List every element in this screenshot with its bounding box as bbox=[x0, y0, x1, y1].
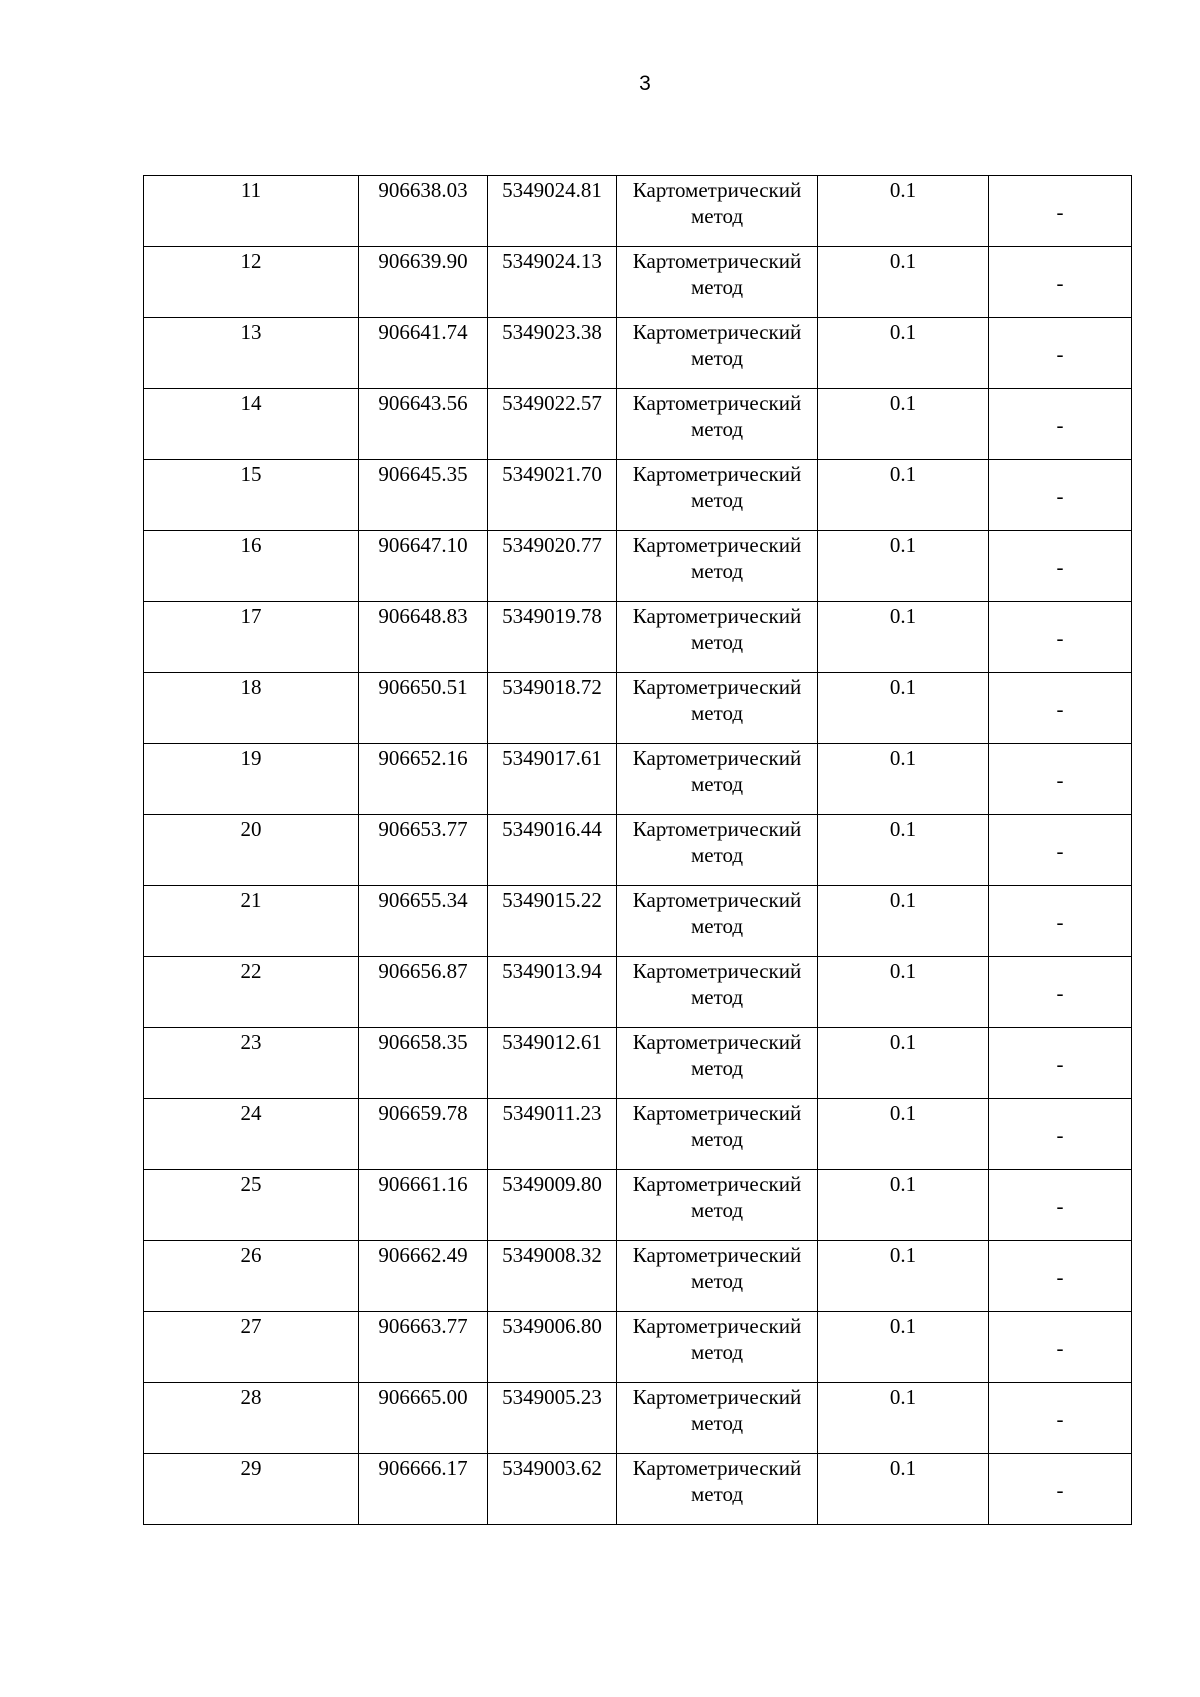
x-coordinate: 906661.16 bbox=[378, 1172, 468, 1196]
method: Картометрический метод bbox=[632, 533, 802, 583]
accuracy-cell bbox=[818, 1241, 989, 1312]
method: Картометрический метод bbox=[632, 817, 802, 867]
accuracy-cell bbox=[818, 247, 989, 318]
description: - bbox=[1056, 1477, 1064, 1502]
description: - bbox=[1056, 1335, 1064, 1360]
description-cell bbox=[989, 389, 1132, 460]
accuracy-cell bbox=[818, 318, 989, 389]
accuracy-cell bbox=[818, 673, 989, 744]
accuracy: 0.1 bbox=[889, 675, 917, 699]
y-coordinate: 5349013.94 bbox=[502, 959, 602, 983]
y-coordinate-cell bbox=[488, 957, 617, 1028]
x-coordinate-cell bbox=[359, 744, 488, 815]
accuracy-cell bbox=[818, 176, 989, 247]
description: - bbox=[1056, 270, 1064, 295]
y-coordinate: 5349003.62 bbox=[502, 1456, 602, 1480]
x-coordinate-cell bbox=[359, 318, 488, 389]
point-number: 11 bbox=[240, 178, 262, 202]
accuracy-cell bbox=[818, 389, 989, 460]
y-coordinate: 5349015.22 bbox=[502, 888, 602, 912]
method: Картометрический метод bbox=[632, 959, 802, 1009]
y-coordinate: 5349022.57 bbox=[502, 391, 602, 415]
description-cell bbox=[989, 1383, 1132, 1454]
accuracy: 0.1 bbox=[889, 1172, 917, 1196]
y-coordinate-cell bbox=[488, 1099, 617, 1170]
description-cell bbox=[989, 318, 1132, 389]
point-number-cell bbox=[144, 318, 359, 389]
x-coordinate-cell bbox=[359, 531, 488, 602]
x-coordinate-cell bbox=[359, 1241, 488, 1312]
table-row bbox=[144, 744, 1132, 815]
description: - bbox=[1056, 1051, 1064, 1076]
y-coordinate-cell bbox=[488, 318, 617, 389]
table-row bbox=[144, 318, 1132, 389]
description: - bbox=[1056, 554, 1064, 579]
table-row bbox=[144, 602, 1132, 673]
method-cell bbox=[617, 1383, 818, 1454]
point-number: 14 bbox=[240, 391, 262, 415]
y-coordinate: 5349024.13 bbox=[502, 249, 602, 273]
y-coordinate: 5349017.61 bbox=[502, 746, 602, 770]
point-number-cell bbox=[144, 1170, 359, 1241]
accuracy: 0.1 bbox=[889, 320, 917, 344]
description-cell bbox=[989, 1028, 1132, 1099]
y-coordinate-cell bbox=[488, 1454, 617, 1525]
point-number: 25 bbox=[240, 1172, 262, 1196]
table-row bbox=[144, 531, 1132, 602]
description: - bbox=[1056, 1406, 1064, 1431]
accuracy-cell bbox=[818, 744, 989, 815]
method: Картометрический метод bbox=[632, 675, 802, 725]
table-row bbox=[144, 460, 1132, 531]
description: - bbox=[1056, 696, 1064, 721]
x-coordinate-cell bbox=[359, 1454, 488, 1525]
x-coordinate: 906643.56 bbox=[378, 391, 468, 415]
x-coordinate-cell bbox=[359, 1028, 488, 1099]
method-cell bbox=[617, 886, 818, 957]
method-cell bbox=[617, 673, 818, 744]
point-number: 22 bbox=[240, 959, 262, 983]
accuracy-cell bbox=[818, 1454, 989, 1525]
method: Картометрический метод bbox=[632, 1385, 802, 1435]
point-number: 21 bbox=[240, 888, 262, 912]
accuracy-cell bbox=[818, 1028, 989, 1099]
point-number-cell bbox=[144, 531, 359, 602]
x-coordinate: 906648.83 bbox=[378, 604, 468, 628]
method: Картометрический метод bbox=[632, 462, 802, 512]
x-coordinate-cell bbox=[359, 1383, 488, 1454]
method-cell bbox=[617, 1099, 818, 1170]
point-number-cell bbox=[144, 176, 359, 247]
description-cell bbox=[989, 531, 1132, 602]
method-cell bbox=[617, 1028, 818, 1099]
accuracy: 0.1 bbox=[889, 178, 917, 202]
table-row bbox=[144, 1241, 1132, 1312]
description-cell bbox=[989, 1241, 1132, 1312]
method: Картометрический метод bbox=[632, 320, 802, 370]
y-coordinate-cell bbox=[488, 1028, 617, 1099]
method-cell bbox=[617, 247, 818, 318]
x-coordinate: 906665.00 bbox=[378, 1385, 468, 1409]
x-coordinate: 906662.49 bbox=[378, 1243, 468, 1267]
method-cell bbox=[617, 1454, 818, 1525]
y-coordinate-cell bbox=[488, 531, 617, 602]
table-row bbox=[144, 1099, 1132, 1170]
accuracy-cell bbox=[818, 1312, 989, 1383]
method: Картометрический метод bbox=[632, 391, 802, 441]
table-row bbox=[144, 247, 1132, 318]
method-cell bbox=[617, 1312, 818, 1383]
accuracy: 0.1 bbox=[889, 959, 917, 983]
x-coordinate-cell bbox=[359, 815, 488, 886]
description-cell bbox=[989, 1312, 1132, 1383]
x-coordinate: 906666.17 bbox=[378, 1456, 468, 1480]
x-coordinate-cell bbox=[359, 389, 488, 460]
accuracy: 0.1 bbox=[889, 1243, 917, 1267]
description-cell bbox=[989, 1170, 1132, 1241]
accuracy: 0.1 bbox=[889, 1030, 917, 1054]
x-coordinate: 906639.90 bbox=[378, 249, 468, 273]
table-row bbox=[144, 1454, 1132, 1525]
method: Картометрический метод bbox=[632, 1243, 802, 1293]
y-coordinate-cell bbox=[488, 247, 617, 318]
method: Картометрический метод bbox=[632, 1172, 802, 1222]
point-number-cell bbox=[144, 460, 359, 531]
accuracy-cell bbox=[818, 1099, 989, 1170]
method-cell bbox=[617, 318, 818, 389]
description-cell bbox=[989, 247, 1132, 318]
point-number-cell bbox=[144, 1099, 359, 1170]
x-coordinate: 906658.35 bbox=[378, 1030, 468, 1054]
x-coordinate: 906663.77 bbox=[378, 1314, 468, 1338]
accuracy: 0.1 bbox=[889, 817, 917, 841]
y-coordinate: 5349011.23 bbox=[502, 1101, 602, 1125]
method-cell bbox=[617, 744, 818, 815]
x-coordinate: 906641.74 bbox=[378, 320, 468, 344]
accuracy-cell bbox=[818, 531, 989, 602]
point-number-cell bbox=[144, 886, 359, 957]
point-number: 16 bbox=[240, 533, 262, 557]
accuracy: 0.1 bbox=[889, 604, 917, 628]
x-coordinate: 906656.87 bbox=[378, 959, 468, 983]
accuracy-cell bbox=[818, 886, 989, 957]
description: - bbox=[1056, 980, 1064, 1005]
method-cell bbox=[617, 602, 818, 673]
accuracy: 0.1 bbox=[889, 1101, 917, 1125]
description-cell bbox=[989, 176, 1132, 247]
description-cell bbox=[989, 886, 1132, 957]
x-coordinate: 906652.16 bbox=[378, 746, 468, 770]
point-number-cell bbox=[144, 957, 359, 1028]
y-coordinate-cell bbox=[488, 176, 617, 247]
y-coordinate: 5349006.80 bbox=[502, 1314, 602, 1338]
x-coordinate-cell bbox=[359, 1312, 488, 1383]
method-cell bbox=[617, 957, 818, 1028]
point-number-cell bbox=[144, 247, 359, 318]
y-coordinate: 5349008.32 bbox=[502, 1243, 602, 1267]
y-coordinate-cell bbox=[488, 673, 617, 744]
x-coordinate-cell bbox=[359, 1099, 488, 1170]
y-coordinate-cell bbox=[488, 744, 617, 815]
method: Картометрический метод bbox=[632, 1030, 802, 1080]
y-coordinate-cell bbox=[488, 389, 617, 460]
accuracy-cell bbox=[818, 1170, 989, 1241]
point-number-cell bbox=[144, 602, 359, 673]
description: - bbox=[1056, 625, 1064, 650]
description-cell bbox=[989, 957, 1132, 1028]
point-number-cell bbox=[144, 1454, 359, 1525]
description-cell bbox=[989, 815, 1132, 886]
table-row bbox=[144, 176, 1132, 247]
y-coordinate: 5349021.70 bbox=[502, 462, 602, 486]
method-cell bbox=[617, 389, 818, 460]
y-coordinate-cell bbox=[488, 602, 617, 673]
y-coordinate-cell bbox=[488, 1241, 617, 1312]
method: Картометрический метод bbox=[632, 1456, 802, 1506]
y-coordinate: 5349019.78 bbox=[502, 604, 602, 628]
x-coordinate-cell bbox=[359, 957, 488, 1028]
point-number: 12 bbox=[240, 249, 262, 273]
y-coordinate-cell bbox=[488, 1312, 617, 1383]
x-coordinate-cell bbox=[359, 247, 488, 318]
accuracy: 0.1 bbox=[889, 1314, 917, 1338]
description: - bbox=[1056, 838, 1064, 863]
x-coordinate-cell bbox=[359, 886, 488, 957]
table-row bbox=[144, 673, 1132, 744]
table-row bbox=[144, 815, 1132, 886]
y-coordinate-cell bbox=[488, 1383, 617, 1454]
description: - bbox=[1056, 909, 1064, 934]
y-coordinate: 5349005.23 bbox=[502, 1385, 602, 1409]
table-row bbox=[144, 1312, 1132, 1383]
page-number: 3 bbox=[639, 72, 651, 95]
table-row bbox=[144, 957, 1132, 1028]
accuracy-cell bbox=[818, 602, 989, 673]
point-number-cell bbox=[144, 1312, 359, 1383]
accuracy: 0.1 bbox=[889, 249, 917, 273]
y-coordinate-cell bbox=[488, 1170, 617, 1241]
x-coordinate: 906647.10 bbox=[378, 533, 468, 557]
y-coordinate-cell bbox=[488, 886, 617, 957]
y-coordinate-cell bbox=[488, 460, 617, 531]
accuracy-cell bbox=[818, 957, 989, 1028]
description-cell bbox=[989, 460, 1132, 531]
method: Картометрический метод bbox=[632, 1101, 802, 1151]
y-coordinate: 5349018.72 bbox=[502, 675, 602, 699]
accuracy: 0.1 bbox=[889, 1385, 917, 1409]
description: - bbox=[1056, 1122, 1064, 1147]
table-row bbox=[144, 886, 1132, 957]
point-number: 26 bbox=[240, 1243, 262, 1267]
description: - bbox=[1056, 199, 1064, 224]
description: - bbox=[1056, 412, 1064, 437]
y-coordinate-cell bbox=[488, 815, 617, 886]
description-cell bbox=[989, 1454, 1132, 1525]
x-coordinate-cell bbox=[359, 673, 488, 744]
accuracy: 0.1 bbox=[889, 888, 917, 912]
point-number-cell bbox=[144, 389, 359, 460]
point-number-cell bbox=[144, 744, 359, 815]
method: Картометрический метод bbox=[632, 888, 802, 938]
description-cell bbox=[989, 744, 1132, 815]
method: Картометрический метод bbox=[632, 249, 802, 299]
y-coordinate: 5349016.44 bbox=[502, 817, 602, 841]
method: Картометрический метод bbox=[632, 1314, 802, 1364]
point-number: 20 bbox=[240, 817, 262, 841]
accuracy: 0.1 bbox=[889, 746, 917, 770]
point-number: 17 bbox=[240, 604, 262, 628]
point-number-cell bbox=[144, 673, 359, 744]
description: - bbox=[1056, 1193, 1064, 1218]
table-row bbox=[144, 1170, 1132, 1241]
coordinates-table bbox=[143, 175, 1132, 1525]
method: Картометрический метод bbox=[632, 178, 802, 228]
method-cell bbox=[617, 815, 818, 886]
y-coordinate: 5349012.61 bbox=[502, 1030, 602, 1054]
y-coordinate: 5349009.80 bbox=[502, 1172, 602, 1196]
x-coordinate-cell bbox=[359, 460, 488, 531]
x-coordinate: 906655.34 bbox=[378, 888, 468, 912]
method: Картометрический метод bbox=[632, 604, 802, 654]
table-row bbox=[144, 1028, 1132, 1099]
method-cell bbox=[617, 1241, 818, 1312]
point-number: 15 bbox=[240, 462, 262, 486]
method: Картометрический метод bbox=[632, 746, 802, 796]
description: - bbox=[1056, 341, 1064, 366]
point-number: 24 bbox=[240, 1101, 262, 1125]
point-number-cell bbox=[144, 815, 359, 886]
accuracy: 0.1 bbox=[889, 533, 917, 557]
y-coordinate: 5349024.81 bbox=[502, 178, 602, 202]
point-number-cell bbox=[144, 1028, 359, 1099]
accuracy: 0.1 bbox=[889, 1456, 917, 1480]
description: - bbox=[1056, 767, 1064, 792]
description-cell bbox=[989, 1099, 1132, 1170]
x-coordinate-cell bbox=[359, 602, 488, 673]
point-number-cell bbox=[144, 1241, 359, 1312]
coordinates-table-body bbox=[144, 176, 1132, 1525]
table-row bbox=[144, 1383, 1132, 1454]
point-number: 19 bbox=[240, 746, 262, 770]
y-coordinate: 5349020.77 bbox=[502, 533, 602, 557]
description-cell bbox=[989, 673, 1132, 744]
method-cell bbox=[617, 460, 818, 531]
method-cell bbox=[617, 531, 818, 602]
point-number-cell bbox=[144, 1383, 359, 1454]
accuracy: 0.1 bbox=[889, 462, 917, 486]
description: - bbox=[1056, 483, 1064, 508]
table-row bbox=[144, 389, 1132, 460]
x-coordinate: 906645.35 bbox=[378, 462, 468, 486]
x-coordinate: 906659.78 bbox=[378, 1101, 468, 1125]
point-number: 29 bbox=[240, 1456, 262, 1480]
accuracy-cell bbox=[818, 815, 989, 886]
x-coordinate: 906638.03 bbox=[378, 178, 468, 202]
description-cell bbox=[989, 602, 1132, 673]
accuracy: 0.1 bbox=[889, 391, 917, 415]
method-cell bbox=[617, 1170, 818, 1241]
point-number: 28 bbox=[240, 1385, 262, 1409]
accuracy-cell bbox=[818, 1383, 989, 1454]
point-number: 27 bbox=[240, 1314, 262, 1338]
point-number: 13 bbox=[240, 320, 262, 344]
y-coordinate: 5349023.38 bbox=[502, 320, 602, 344]
x-coordinate-cell bbox=[359, 176, 488, 247]
accuracy-cell bbox=[818, 460, 989, 531]
x-coordinate: 906653.77 bbox=[378, 817, 468, 841]
point-number: 18 bbox=[240, 675, 262, 699]
description: - bbox=[1056, 1264, 1064, 1289]
point-number: 23 bbox=[240, 1030, 262, 1054]
method-cell bbox=[617, 176, 818, 247]
x-coordinate: 906650.51 bbox=[378, 675, 468, 699]
x-coordinate-cell bbox=[359, 1170, 488, 1241]
